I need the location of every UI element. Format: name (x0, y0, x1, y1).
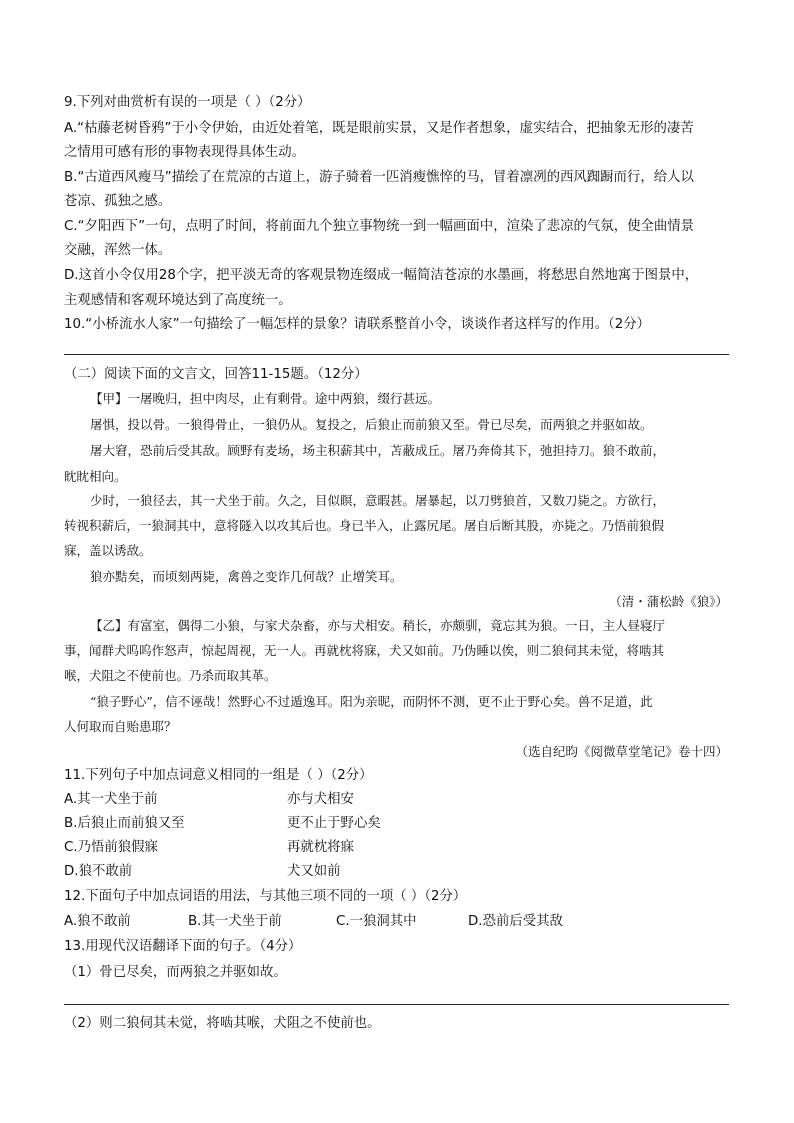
passage-jia-para1: 【甲】一屠晚归，担中肉尽，止有剩骨。途中两狼，缀行甚远。 (90, 391, 441, 406)
q11-option-a-left: A.其一犬坐于前 (64, 792, 158, 807)
q11-option-d-left: D.狼不敢前 (64, 864, 133, 879)
passage-yi-para1-line2: 事，闻群犬呜呜作怒声，惊起周视，无一人。再就枕将寐，犬又如前。乃伪睡以俟，则二狼伺其未觉，将啮其 (64, 643, 665, 658)
q13-stem: 13.用现代汉语翻译下面的句子。（4分） (64, 939, 302, 954)
q12-choice-d: D.恐前后受其敌 (468, 914, 563, 929)
passage-jia-para4-line2: 转视积薪后，一狼洞其中，意将隧入以攻其后也。身已半入，止露尻尾。屠自后断其股，亦毙之。乃悟前狼假 (64, 518, 665, 533)
q11-stem: 11.下列句子中加点词意义相同的一组是（ ）（2分） (64, 768, 373, 783)
q11-option-a-right: 亦与犬相安 (287, 792, 354, 807)
answer-line-q13-1 (64, 1004, 729, 1005)
q9-option-c-line1: C.“夕阳西下”一句，点明了时间，将前面九个独立事物统一到一幅画面中，渲染了悲凉的气氛，使全曲情景 (64, 219, 695, 234)
passage-yi-para2-line2: 人何取而自贻患耶？ (64, 719, 177, 734)
passage-jia-para3-line2: 眈眈相向。 (64, 469, 127, 484)
q10-stem: 10.“小桥流水人家”一句描绘了一幅怎样的景象？请联系整首小令，谈谈作者这样写的作用。（2分） (64, 317, 651, 332)
q11-option-c-left: C.乃悟前狼假寐 (64, 840, 158, 855)
q9-option-a-line2: 之情用可感有形的事物表现得具体生动。 (64, 145, 306, 160)
q13-sentence-1: （1）骨已尽矣，而两狼之并驱如故。 (64, 965, 287, 980)
section2-heading: （二）阅读下面的文言文，回答11-15题。（12分） (64, 367, 368, 382)
q11-option-b-left: B.后狼止而前狼又至 (64, 816, 185, 831)
q13-sentence-2: （2）则二狼伺其未觉，将啮其喉，犬阻之不使前也。 (64, 1016, 381, 1031)
q9-option-b-line1: B.“古道西风瘦马”描绘了在荒凉的古道上，游子骑着一匹消瘦憔悴的马，冒着凛冽的西风踟蹰而行，给人以 (64, 170, 694, 185)
q12-choice-c: C.一狼洞其中 (336, 914, 417, 929)
q9-option-d-line2: 主观感情和客观环境达到了高度统一。 (64, 293, 292, 308)
q9-option-b-line2: 苍凉、孤独之感。 (64, 194, 172, 209)
q12-stem: 12.下面句子中加点词语的用法，与其他三项不同的一项（ ）（2分） (64, 889, 467, 904)
passage-jia-para4-line1: 少时，一狼径去，其一犬坐于前。久之，目似瞑，意暇甚。屠暴起，以刀劈狼首，又数刀毙之。方欲行， (90, 493, 666, 508)
answer-line-divider (64, 354, 729, 355)
q12-choice-b: B.其一犬坐于前 (188, 914, 282, 929)
passage-yi-para1-line1: 【乙】有富室，偶得二小狼，与家犬杂畜，亦与犬相安。稍长，亦颇驯，竟忘其为狼。一日，主人昼寝厅 (90, 618, 666, 633)
passage-jia-para2: 屠惧，投以骨。一狼得骨止，一狼仍从。复投之，后狼止而前狼又至。骨已尽矣，而两狼之并驱如故。 (90, 417, 653, 432)
q12-choice-a: A.狼不敢前 (64, 914, 131, 929)
passage-yi-para2-line1: “狼子野心”，信不诬哉！然野心不过遁逸耳。阳为亲昵，而阴怀不测，更不止于野心矣。兽不足道，此 (90, 694, 653, 709)
q11-option-d-right: 犬又如前 (287, 864, 341, 879)
passage-jia-para5: 狼亦黠矣，而顷刻两毙，禽兽之变诈几何哉？止增笑耳。 (90, 569, 403, 584)
passage-jia-source: （清・蒲松龄《狼》） (609, 594, 728, 609)
q9-option-c-line2: 交融，浑然一体。 (64, 243, 172, 258)
q11-option-c-right: 再就枕将寐 (287, 840, 354, 855)
q9-option-d-line1: D.这首小令仅用28个字，把平淡无奇的客观景物连缀成一幅简洁苍凉的水墨画，将愁思自然地寓于图景中， (64, 268, 699, 283)
passage-jia-para3-line1: 屠大窘，恐前后受其敌。顾野有麦场，场主积薪其中，苫蔽成丘。屠乃奔倚其下，弛担持刀。狼不敢前， (90, 443, 666, 458)
q11-option-b-right: 更不止于野心矣 (287, 816, 381, 831)
q9-stem: 9.下列对曲赏析有误的一项是（ ）（2分） (64, 95, 311, 110)
passage-jia-para4-line3: 寐，盖以诱敌。 (64, 543, 152, 558)
q9-option-a-line1: A.“枯藤老树昏鸦”于小令伊始，由近处着笔，既是眼前实景，又是作者想象，虚实结合，把抽象无形的凄苦 (64, 121, 694, 136)
passage-yi-source: （选自纪昀《阅微草堂笔记》卷十四） (515, 744, 728, 759)
passage-yi-para1-line3: 喉，犬阻之不使前也。乃杀而取其革。 (64, 668, 277, 683)
